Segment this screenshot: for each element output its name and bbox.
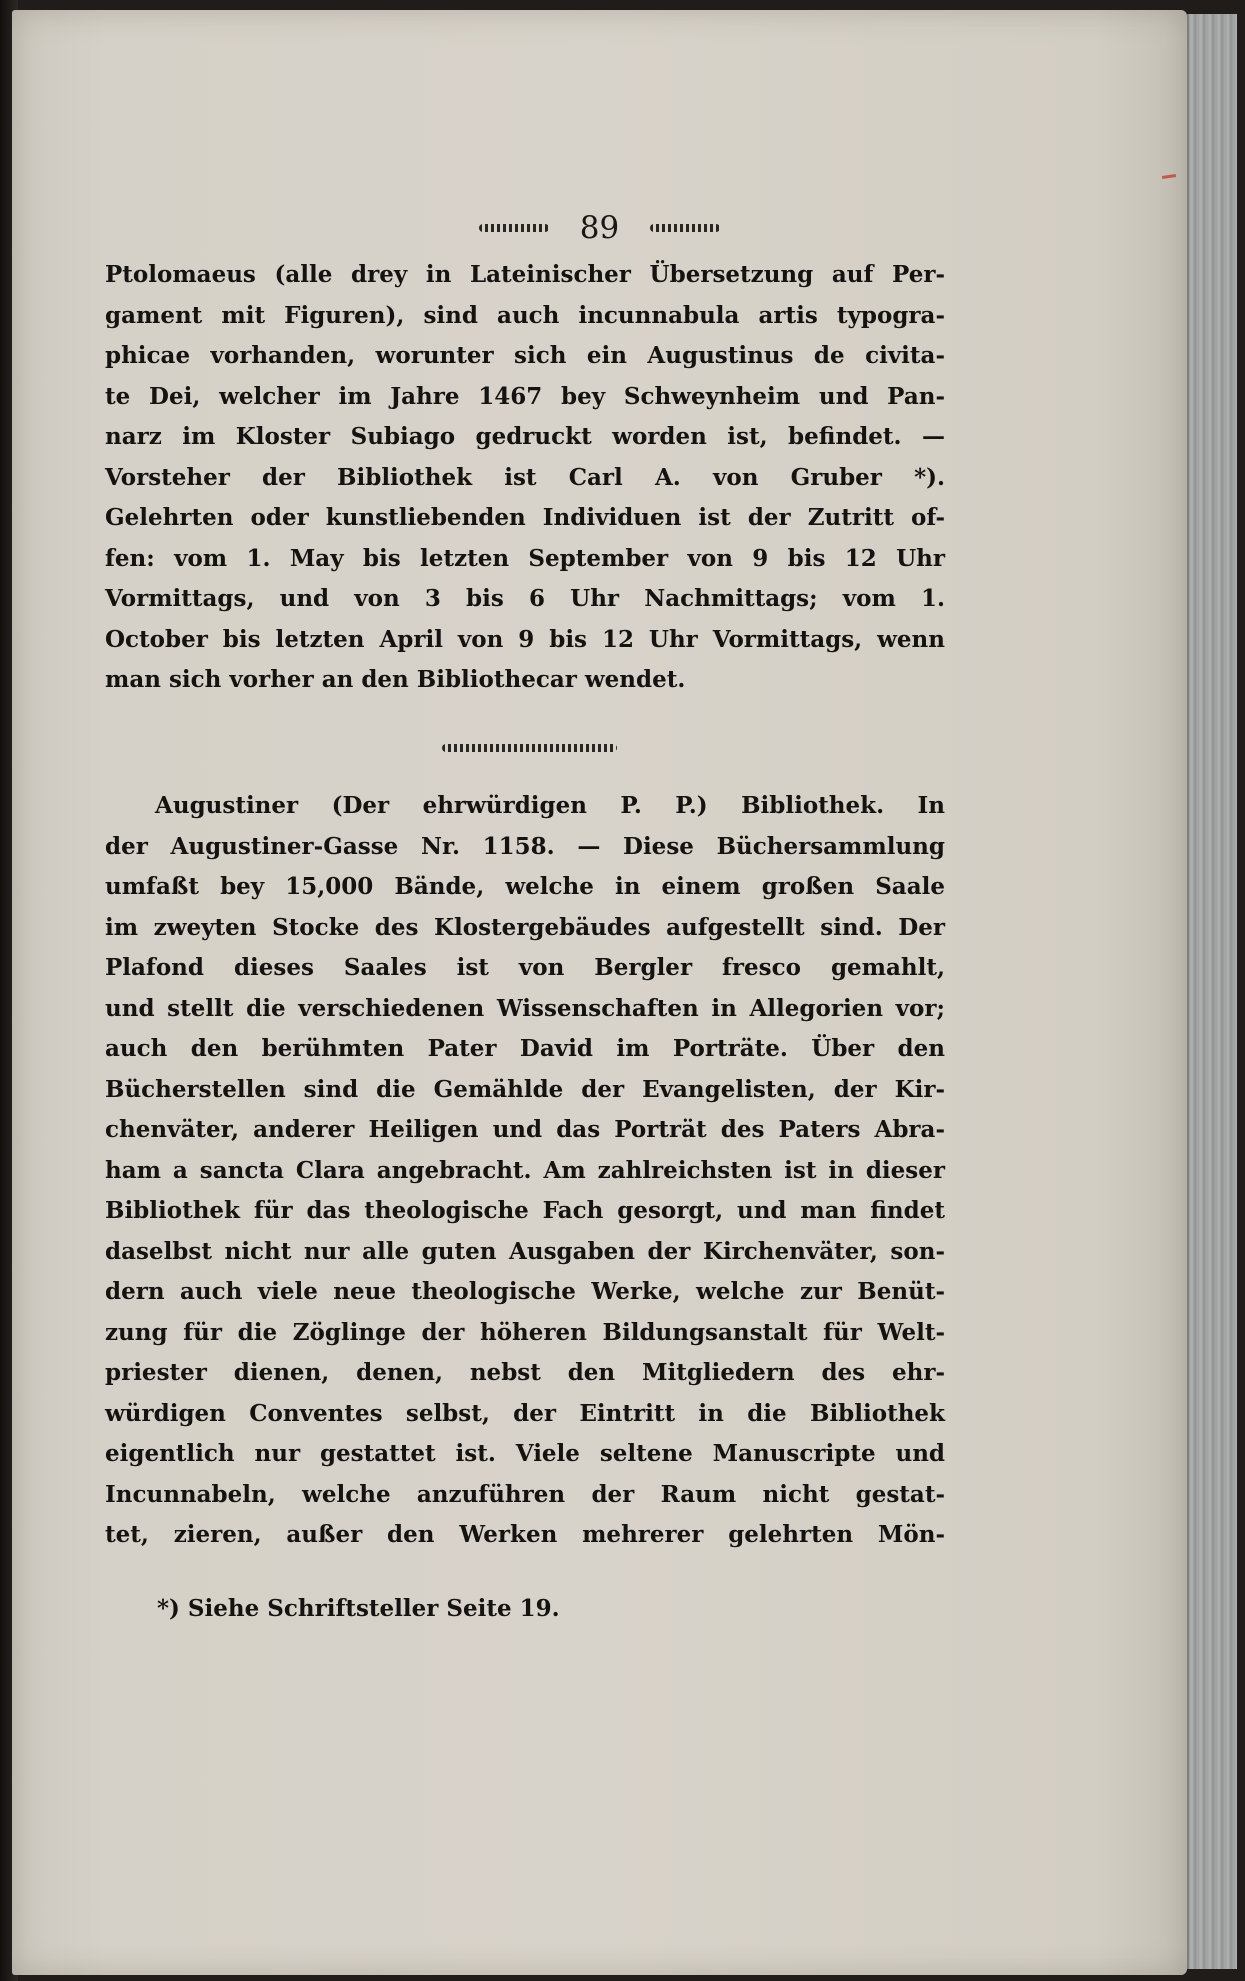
footnote: *) Siehe Schriftsteller Seite 19.	[157, 1595, 560, 1622]
text-line: Gelehrten oder kunstliebenden Individuen ist der Zutritt of-	[105, 504, 945, 531]
text-line: Plafond dieses Saales ist von Bergler fresco gemahlt,	[105, 954, 945, 981]
text-line: priester dienen, denen, nebst den Mitgliedern des ehr-	[105, 1359, 945, 1386]
text-line: dern auch viele neue theologische Werke, welche zur Benüt-	[105, 1278, 945, 1305]
text-line: auch den berühmten Pater David im Porträte. Über den	[105, 1035, 945, 1062]
stray-ink-mark	[1162, 174, 1176, 179]
page-number: 89	[579, 210, 620, 246]
text-line: Vormittags, und von 3 bis 6 Uhr Nachmittags; vom 1.	[105, 585, 945, 612]
book-page	[12, 10, 1187, 1975]
text-line: Ptolomaeus (alle drey in Lateinischer Übersetzung auf Per-	[105, 261, 945, 288]
text-line: gament mit Figuren), sind auch incunnabula artis typogra-	[105, 301, 945, 329]
text-line: eigentlich nur gestattet ist. Viele seltene Manuscripte und	[105, 1440, 945, 1467]
text-line: Bibliothek für das theologische Fach gesorgt, und man findet	[105, 1197, 945, 1224]
text-line: Bücherstellen sind die Gemählde der Evangelisten, der Kir-	[105, 1075, 945, 1103]
text-line: daselbst nicht nur alle guten Ausgaben der Kirchenväter, son-	[105, 1237, 945, 1265]
text-line: ham a sancta Clara angebracht. Am zahlreichsten ist in dieser	[105, 1156, 945, 1184]
text-line: narz im Kloster Subiago gedruckt worden ist, befindet. —	[105, 423, 945, 450]
header-ornament-left	[479, 224, 549, 232]
text-line: und stellt die verschiedenen Wissenschaften in Allegorien vor;	[105, 994, 945, 1022]
text-line: man sich vorher an den Bibliothecar wendet.	[105, 666, 686, 693]
text-line: umfaßt bey 15,000 Bände, welche in einem großen Saale	[105, 873, 945, 900]
header-ornament-right	[650, 224, 720, 232]
text-line: fen: vom 1. May bis letzten September von 9 bis 12 Uhr	[105, 544, 945, 572]
page-stack-edge	[1187, 14, 1237, 1969]
text-line: der Augustiner-Gasse Nr. 1158. — Diese Büchersammlung	[105, 832, 945, 860]
text-line: Incunnabeln, welche anzuführen der Raum nicht gestat-	[105, 1480, 945, 1508]
paragraph-ptolomaeus	[105, 255, 945, 701]
text-line: chenväter, anderer Heiligen und das Porträt des Paters Abra-	[105, 1116, 945, 1143]
section-divider-ornament	[442, 744, 617, 752]
text-line: tet, zieren, außer den Werken mehrerer gelehrten Mön-	[105, 1521, 945, 1548]
paragraph-augustiner	[105, 786, 945, 1556]
text-line: würdigen Conventes selbst, der Eintritt in die Bibliothek	[105, 1399, 945, 1427]
text-line: phicae vorhanden, worunter sich ein Augustinus de civita-	[105, 342, 945, 369]
text-line: Augustiner (Der ehrwürdigen P. P.) Bibliothek. In	[155, 792, 945, 819]
text-line: im zweyten Stocke des Klostergebäudes aufgestellt sind. Der	[105, 913, 945, 941]
text-line: zung für die Zöglinge der höheren Bildungsanstalt für Welt-	[105, 1318, 945, 1346]
text-line: Vorsteher der Bibliothek ist Carl A. von Gruber *).	[105, 463, 945, 491]
text-line: te Dei, welcher im Jahre 1467 bey Schweynheim und Pan-	[105, 382, 945, 410]
text-line: October bis letzten April von 9 bis 12 Uhr Vormittags, wenn	[105, 625, 945, 653]
page-header	[12, 210, 1187, 246]
